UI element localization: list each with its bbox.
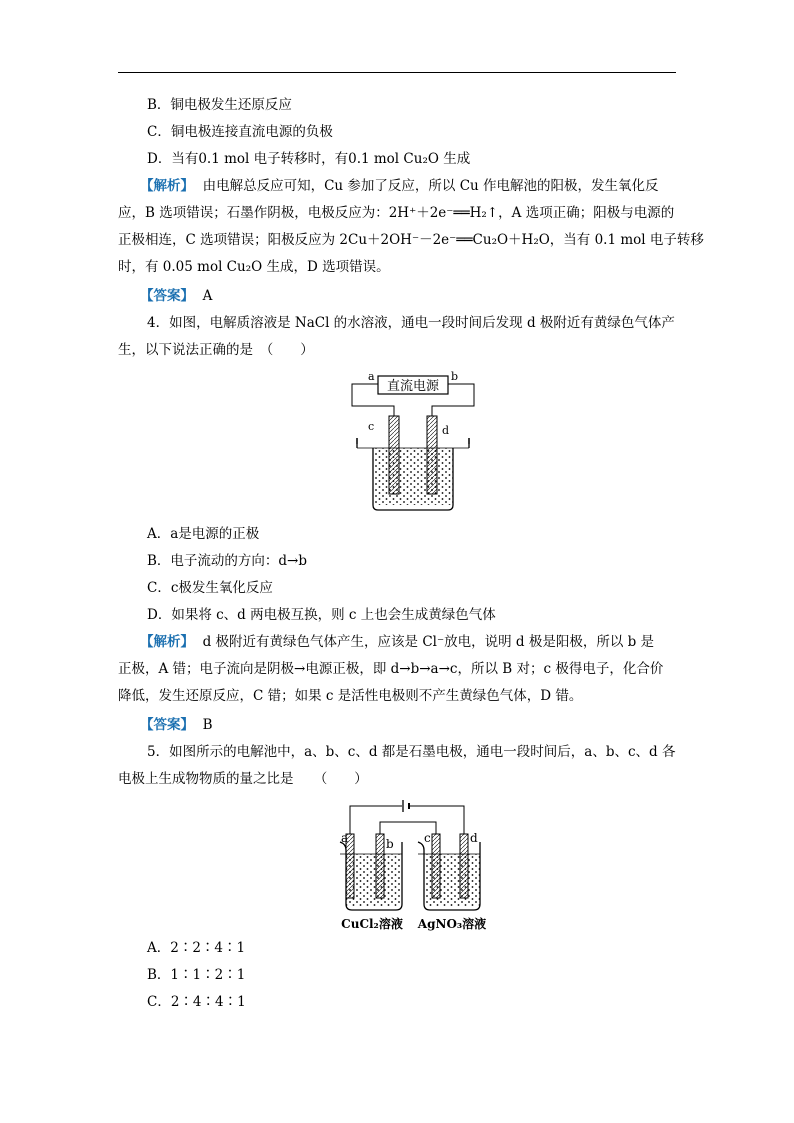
q4-electrolysis-diagram <box>346 368 480 518</box>
dc-source-label: 直流电源 <box>386 379 440 394</box>
answer-value: B <box>202 717 213 733</box>
q4-analysis-line-1 <box>140 633 654 651</box>
q3-analysis-line-4: 时，有 0.05 mol Cu₂O 生成，D 选项错误。 <box>118 259 390 275</box>
electrode-d-label: d <box>442 424 450 437</box>
q5-stem-line-1: 5．如图所示的电解池中，a、b、c、d 都是石墨电极，通电一段时间后，a、b、c、d 各 <box>147 744 676 760</box>
q3-answer <box>140 287 212 305</box>
answer-tag: 【答案】 <box>140 288 194 304</box>
electrode-b-label: b <box>386 837 394 851</box>
q5-option-a: A．2∶2∶4∶1 <box>147 940 246 956</box>
electrode-d <box>460 834 468 898</box>
q5-stem-line-2: 电极上生成物物质的量之比是 （ ） <box>118 771 368 787</box>
q4-option-b: B．电子流动的方向：d→b <box>147 553 308 569</box>
electrode-c-label: c <box>368 420 375 433</box>
electrode-d-label: d <box>470 831 478 845</box>
answer-tag: 【答案】 <box>140 717 194 733</box>
q3-option-c: C．铜电极连接直流电源的负极 <box>147 124 333 140</box>
right-solution-label: AgNO₃溶液 <box>417 917 487 931</box>
q3-analysis-line-2: 应，B 选项错误；石墨作阴极，电极反应为：2H⁺＋2e⁻══H₂↑，A 选项正确；阳极与电源的 <box>118 205 675 221</box>
q4-analysis-line-2: 正极，A 错；电子流向是阴极→电源正极，即 d→b→a→c，所以 B 对；c 极得电子，化合价 <box>118 661 664 677</box>
q3-option-b: B．铜电极发生还原反应 <box>147 97 292 113</box>
q3-option-d: D．当有0.1 mol 电子转移时，有0.1 mol Cu₂O 生成 <box>147 151 471 167</box>
electrode-d <box>427 416 437 494</box>
electrode-b <box>376 834 384 898</box>
analysis-tag: 【解析】 <box>140 634 194 650</box>
answer-value: A <box>202 288 213 304</box>
terminal-b-label: b <box>451 370 459 383</box>
q4-stem-line-1: 4．如图，电解质溶液是 NaCl 的水溶液，通电一段时间后发现 d 极附近有黄绿色气体产 <box>147 315 675 331</box>
analysis-tag: 【解析】 <box>140 178 194 194</box>
header-rule <box>118 72 676 73</box>
q4-analysis-line-3: 降低，发生还原反应，C 错；如果 c 是活性电极则不产生黄绿色气体，D 错。 <box>118 688 583 704</box>
analysis-text: d 极附近有黄绿色气体产生，应该是 Cl⁻放电，说明 d 极是阳极，所以 b 是 <box>202 634 655 650</box>
analysis-text: 由电解总反应可知，Cu 参加了反应，所以 Cu 作电解池的阳极，发生氧化反 <box>202 178 659 194</box>
electrode-a-label: a <box>341 831 349 845</box>
q4-option-c: C．c极发生氧化反应 <box>147 580 273 596</box>
terminal-a-label: a <box>368 370 375 383</box>
q3-analysis-line-3: 正极相连，C 选项错误；阳极反应为 2Cu＋2OH⁻－2e⁻══Cu₂O＋H₂O，当有 0.1 mol 电子转移 <box>118 232 704 248</box>
q5-option-c: C．2∶4∶4∶1 <box>147 994 246 1010</box>
electrode-c <box>389 416 399 494</box>
q3-analysis-line-1 <box>140 177 659 195</box>
q4-option-d: D．如果将 c、d 两电极互换，则 c 上也会生成黄绿色气体 <box>147 607 496 623</box>
q5-electrolysis-diagram <box>334 792 490 934</box>
q4-stem-line-2: 生，以下说法正确的是 （ ） <box>118 342 314 358</box>
electrode-c-label: c <box>424 831 431 845</box>
left-solution-label: CuCl₂溶液 <box>341 917 403 931</box>
q4-answer <box>140 716 213 734</box>
q4-option-a: A．a是电源的正极 <box>147 526 260 542</box>
electrode-c <box>432 834 440 898</box>
q5-option-b: B．1∶1∶2∶1 <box>147 967 246 983</box>
